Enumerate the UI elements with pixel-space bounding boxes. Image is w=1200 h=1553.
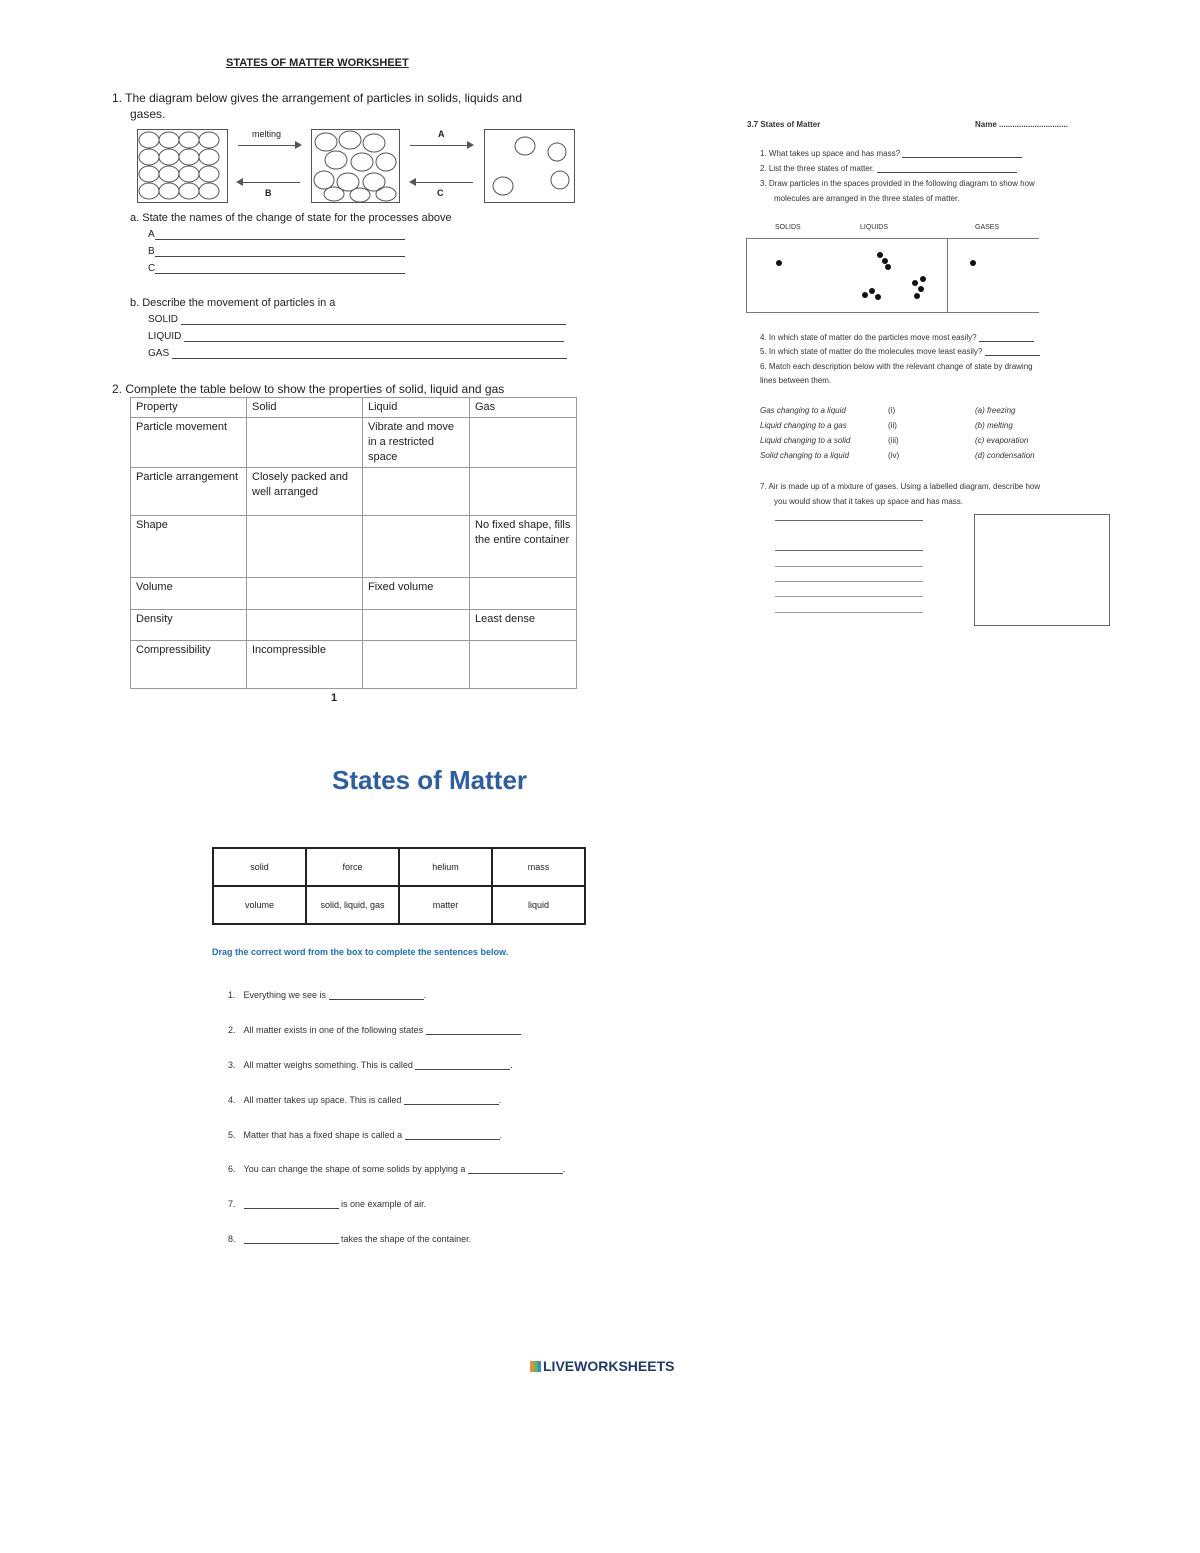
arrow-right-icon bbox=[467, 141, 474, 149]
sentence-number: 4. bbox=[228, 1095, 236, 1105]
table-cell[interactable] bbox=[363, 641, 470, 689]
movement-row-liquid bbox=[148, 331, 564, 342]
state-label-gas: GAS bbox=[148, 348, 170, 359]
ws2-question-4-text: 4. In which state of matter do the particles move most easily? bbox=[760, 333, 977, 342]
table-cell[interactable] bbox=[470, 468, 577, 516]
table-cell[interactable] bbox=[470, 641, 577, 689]
question-2: 2. Complete the table below to show the properties of solid, liquid and gas bbox=[112, 382, 505, 396]
question-1a: a. State the names of the change of state for the processes above bbox=[130, 212, 452, 224]
word-bank-item[interactable]: solid, liquid, gas bbox=[306, 886, 399, 924]
answer-line[interactable] bbox=[775, 612, 923, 613]
match-right-item: (b) melting bbox=[975, 421, 1013, 430]
answer-row-a bbox=[148, 229, 405, 240]
table-header-cell: Liquid bbox=[363, 398, 470, 418]
sentence-text-before: All matter takes up space. This is called bbox=[243, 1095, 404, 1105]
answer-line[interactable] bbox=[775, 596, 923, 597]
sentence-item bbox=[228, 1198, 426, 1209]
answer-letter-c: C bbox=[148, 263, 156, 274]
word-bank-item[interactable]: volume bbox=[213, 886, 306, 924]
question-1b: b. Describe the movement of particles in a bbox=[130, 297, 336, 309]
sentence-text-after: . bbox=[499, 1130, 503, 1140]
sentence-number: 5. bbox=[228, 1130, 236, 1140]
liveworksheets-logo-icon bbox=[530, 1361, 541, 1372]
liveworksheets-logo bbox=[530, 1358, 674, 1374]
arrow-right-icon bbox=[295, 141, 302, 149]
answer-line[interactable] bbox=[775, 550, 923, 551]
ws2-question-7-line1: 7. Air is made up of a mixture of gases. Using a labelled diagram, describe how bbox=[760, 482, 1041, 491]
drop-target-blank[interactable] bbox=[329, 989, 424, 1000]
sentence-text-before: You can change the shape of some solids by applying a bbox=[243, 1164, 468, 1174]
sentence-item bbox=[228, 1129, 502, 1140]
sentence-number: 2. bbox=[228, 1025, 236, 1035]
liquid-particles-svg bbox=[312, 130, 399, 202]
table-cell: No fixed shape, fills the entire container bbox=[470, 516, 577, 578]
drop-target-blank[interactable] bbox=[244, 1198, 339, 1209]
table-cell[interactable] bbox=[247, 610, 363, 641]
column-solids: SOLIDS bbox=[775, 224, 801, 231]
table-header-row bbox=[131, 398, 577, 418]
question-1-line2: gases. bbox=[130, 107, 166, 121]
properties-table bbox=[130, 397, 577, 689]
page-number: 1 bbox=[331, 692, 338, 704]
ws2-question-2-text: 2. List the three states of matter. bbox=[760, 164, 875, 173]
question-1-line1: 1. The diagram below gives the arrangement of particles in solids, liquids and bbox=[112, 91, 523, 105]
arrow-b bbox=[242, 182, 300, 183]
match-mid-item: (iii) bbox=[888, 436, 899, 445]
sentence-text-after: . bbox=[510, 1060, 513, 1070]
sentence-text-after: is one example of air. bbox=[338, 1199, 427, 1209]
ws2-answer-blank[interactable] bbox=[979, 341, 1034, 342]
drop-target-blank[interactable] bbox=[405, 1129, 500, 1140]
movement-blank-liquid[interactable] bbox=[184, 341, 564, 342]
worksheet1-title: STATES OF MATTER WORKSHEET bbox=[226, 57, 409, 69]
answer-row-b bbox=[148, 246, 405, 257]
answer-blank-b[interactable] bbox=[155, 256, 405, 257]
table-cell[interactable] bbox=[470, 418, 577, 468]
word-bank-item[interactable]: matter bbox=[399, 886, 492, 924]
sentence-number: 6. bbox=[228, 1164, 236, 1174]
sentence-item bbox=[228, 1059, 513, 1070]
drop-target-blank[interactable] bbox=[415, 1059, 510, 1070]
answer-line[interactable] bbox=[775, 520, 923, 521]
gas-particle-diagram bbox=[484, 129, 575, 203]
table-row bbox=[131, 610, 577, 641]
table-cell[interactable] bbox=[247, 418, 363, 468]
ws2-question-2 bbox=[760, 164, 1017, 173]
arrow-melting bbox=[238, 145, 296, 146]
word-bank-row bbox=[213, 886, 585, 924]
word-bank-item[interactable]: mass bbox=[492, 848, 585, 886]
sentence-item bbox=[228, 1233, 471, 1244]
ws2-question-4 bbox=[760, 333, 1034, 342]
movement-row-gas bbox=[148, 348, 567, 359]
arrow-c bbox=[415, 182, 473, 183]
word-bank-item[interactable]: helium bbox=[399, 848, 492, 886]
label-b: B bbox=[265, 188, 272, 198]
gas-particles-svg bbox=[485, 130, 574, 202]
melting-label: melting bbox=[252, 129, 282, 139]
diagram-answer-box[interactable] bbox=[974, 514, 1110, 626]
table-cell: Least dense bbox=[470, 610, 577, 641]
word-bank-item[interactable]: liquid bbox=[492, 886, 585, 924]
table-row bbox=[131, 468, 577, 516]
table-cell: Compressibility bbox=[131, 641, 247, 689]
match-mid-item: (iv) bbox=[888, 451, 900, 460]
sentence-text-before: All matter exists in one of the following states bbox=[243, 1025, 426, 1035]
match-left-item: Solid changing to a liquid bbox=[760, 451, 849, 460]
worksheet2-heading: 3.7 States of Matter bbox=[747, 120, 821, 129]
ws2-question-6-line1: 6. Match each description below with the relevant change of state by drawing bbox=[760, 362, 1033, 371]
ws2-question-5-text: 5. In which state of matter do the molecules move least easily? bbox=[760, 347, 983, 356]
solid-particle-diagram bbox=[137, 129, 228, 203]
answer-line[interactable] bbox=[775, 581, 923, 582]
table-cell: Closely packed and well arranged bbox=[247, 468, 363, 516]
table-cell: Particle arrangement bbox=[131, 468, 247, 516]
drag-instruction: Drag the correct word from the box to complete the sentences below. bbox=[212, 947, 509, 957]
answer-letter-b: B bbox=[148, 246, 155, 257]
particle-drawing-area[interactable] bbox=[746, 238, 1039, 313]
ws2-answer-blank[interactable] bbox=[985, 355, 1040, 356]
table-cell: Incompressible bbox=[247, 641, 363, 689]
ws2-question-7-line2: you would show that it takes up space and has mass. bbox=[774, 497, 963, 506]
match-left-item: Liquid changing to a solid bbox=[760, 436, 851, 445]
state-label-solid: SOLID bbox=[148, 314, 179, 325]
answer-line[interactable] bbox=[775, 566, 923, 567]
movement-row-solid bbox=[148, 314, 566, 325]
answer-blank-a[interactable] bbox=[155, 239, 405, 240]
word-bank-item[interactable]: force bbox=[306, 848, 399, 886]
answer-blank-c[interactable] bbox=[155, 273, 405, 274]
match-right-item: (a) freezing bbox=[975, 406, 1016, 415]
drop-target-blank[interactable] bbox=[404, 1094, 499, 1105]
match-right-item: (d) condensation bbox=[975, 451, 1035, 460]
ws2-question-3-line1: 3. Draw particles in the spaces provided in the following diagram to show how bbox=[760, 179, 1035, 188]
ws2-question-3-line2: molecules are arranged in the three states of matter. bbox=[774, 194, 960, 203]
worksheet3-title: States of Matter bbox=[332, 765, 528, 795]
table-cell[interactable] bbox=[363, 610, 470, 641]
liquid-particle-diagram bbox=[311, 129, 400, 203]
movement-blank-solid[interactable] bbox=[181, 324, 566, 325]
ws2-question-5 bbox=[760, 347, 1040, 356]
table-row bbox=[131, 641, 577, 689]
table-cell: Density bbox=[131, 610, 247, 641]
label-a: A bbox=[438, 129, 445, 139]
answer-row-c bbox=[148, 263, 405, 274]
table-cell[interactable] bbox=[470, 578, 577, 610]
sentence-number: 1. bbox=[228, 990, 236, 1000]
column-liquids: LIQUIDS bbox=[860, 224, 889, 231]
name-label[interactable]: Name ............................... bbox=[975, 120, 1068, 129]
table-header-cell: Gas bbox=[470, 398, 577, 418]
drop-target-blank[interactable] bbox=[426, 1024, 521, 1035]
table-cell[interactable] bbox=[247, 516, 363, 578]
sentence-text-before: All matter weighs something. This is called bbox=[243, 1060, 416, 1070]
match-left-item: Liquid changing to a gas bbox=[760, 421, 847, 430]
table-row bbox=[131, 516, 577, 578]
sentence-text-before: Everything we see is bbox=[243, 990, 329, 1000]
label-c: C bbox=[437, 188, 444, 198]
ws2-answer-blank[interactable] bbox=[877, 172, 1017, 173]
ws2-question-1 bbox=[760, 149, 1022, 158]
sentence-item bbox=[228, 1163, 565, 1174]
table-cell: Vibrate and move in a restricted space bbox=[363, 418, 470, 468]
table-header-cell: Property bbox=[131, 398, 247, 418]
particle-dots-svg bbox=[747, 239, 1039, 312]
answer-letter-a: A bbox=[148, 229, 155, 240]
ws2-question-1-text: 1. What takes up space and has mass? bbox=[760, 149, 901, 158]
table-cell[interactable] bbox=[247, 578, 363, 610]
sentence-text-after: . bbox=[562, 1164, 566, 1174]
match-mid-item: (ii) bbox=[888, 421, 897, 430]
table-cell: Shape bbox=[131, 516, 247, 578]
match-right-item: (c) evaporation bbox=[975, 436, 1029, 445]
word-bank bbox=[212, 847, 586, 925]
ws2-question-6-line2: lines between them. bbox=[760, 376, 832, 385]
table-row bbox=[131, 578, 577, 610]
ws2-answer-blank[interactable] bbox=[902, 157, 1022, 158]
sentence-item bbox=[228, 1094, 501, 1105]
word-bank-item[interactable]: solid bbox=[213, 848, 306, 886]
sentence-text-after: takes the shape of the container. bbox=[338, 1234, 472, 1244]
table-row bbox=[131, 418, 577, 468]
movement-blank-gas[interactable] bbox=[172, 358, 567, 359]
drop-target-blank[interactable] bbox=[468, 1163, 563, 1174]
table-cell: Volume bbox=[131, 578, 247, 610]
sentence-text-before: Matter that has a fixed shape is called a bbox=[243, 1130, 405, 1140]
column-gases: GASES bbox=[975, 224, 1000, 231]
drop-target-blank[interactable] bbox=[244, 1233, 339, 1244]
sentence-number: 3. bbox=[228, 1060, 236, 1070]
table-cell: Particle movement bbox=[131, 418, 247, 468]
logo-text: LIVEWORKSHEETS bbox=[543, 1358, 675, 1374]
table-cell: Fixed volume bbox=[363, 578, 470, 610]
arrow-a bbox=[410, 145, 468, 146]
match-left-item: Gas changing to a liquid bbox=[760, 406, 846, 415]
sentence-number: 7. bbox=[228, 1199, 236, 1209]
word-bank-row bbox=[213, 848, 585, 886]
state-label-liquid: LIQUID bbox=[148, 331, 182, 342]
table-cell[interactable] bbox=[363, 468, 470, 516]
solid-particles-svg bbox=[138, 130, 227, 202]
sentence-number: 8. bbox=[228, 1234, 236, 1244]
sentence-text-after: . bbox=[423, 990, 427, 1000]
sentence-item bbox=[228, 989, 426, 1000]
table-header-cell: Solid bbox=[247, 398, 363, 418]
match-mid-item: (i) bbox=[888, 406, 896, 415]
table-cell[interactable] bbox=[363, 516, 470, 578]
sentence-item bbox=[228, 1024, 521, 1035]
sentence-text-after: . bbox=[498, 1095, 502, 1105]
